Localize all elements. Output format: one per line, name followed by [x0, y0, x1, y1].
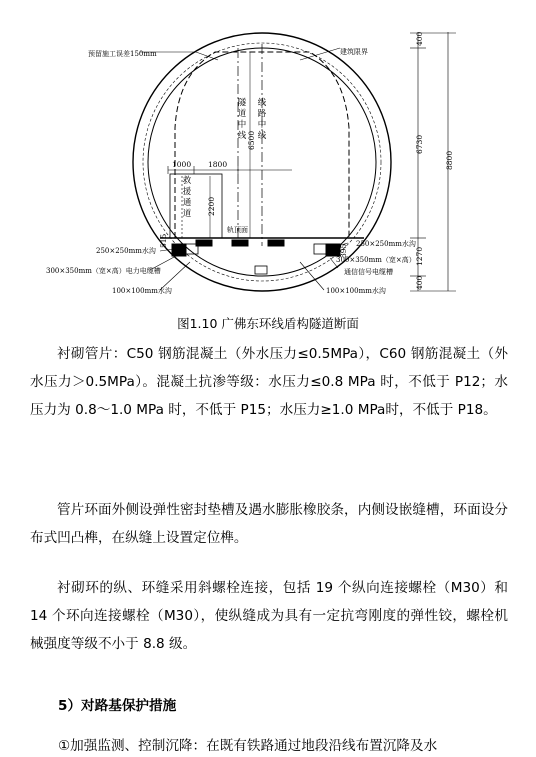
label-drain-right: 250×250mm水沟: [356, 240, 416, 248]
tunnel-cross-section-drawing: [0, 0, 536, 310]
label-cable-right-size: 300×350mm（宽×高）: [336, 256, 416, 264]
label-cable-right-name: 通信信号电缆槽: [344, 268, 393, 276]
dim-6500: 6500: [247, 130, 256, 150]
dim-8800: 8800: [445, 150, 454, 170]
label-line-center: 线路中线: [257, 98, 267, 141]
dim-6730: 6730: [415, 134, 424, 154]
paragraph-bolts: 衬砌环的纵、环缝采用斜螺栓连接，包括 19 个纵向连接螺栓（M30）和 14 个环向连接螺栓（M30），使纵缝成为具有一定抗弯刚度的弹性铰，螺栓机械强度等级不小于 8.8 级。: [30, 580, 508, 652]
label-drain-left: 250×250mm水沟: [96, 247, 156, 255]
figure-caption: 图1.10 广佛东环线盾构隧道断面: [177, 316, 359, 331]
label-reserve: 预留施工误差150mm: [88, 50, 157, 58]
dim-2200: 2200: [207, 196, 216, 216]
left-cable-trough: [172, 244, 186, 256]
bottom-drain: [255, 266, 267, 274]
section-heading: 5）对路基保护措施: [58, 698, 177, 714]
paragraph-lining-segment: 衬砌管片：C50 钢筋混凝土（外水压力≤0.5MPa），C60 钢筋混凝土（外水压力＞0.5MPa）。混凝土抗渗等级：水压力≤0.8 MPa 时，不低于 P12；水压力为 0.8～1.0 MPa 时，不低于 P15；水压力≥1.0 MPa时，不低于 P18。: [30, 346, 508, 418]
dim-400-bottom: 400: [415, 275, 424, 290]
dim-400-top: 400: [415, 31, 424, 46]
right-drain: [314, 244, 326, 254]
dim-515: 515: [159, 233, 168, 248]
label-rescue: 救援通道: [182, 176, 192, 219]
dim-1800: 1800: [208, 160, 228, 169]
label-clearance: 建筑限界: [340, 48, 368, 56]
label-tunnel-center: 隧道中线: [237, 98, 247, 141]
label-drain-bottom-left: 100×100mm水沟: [112, 287, 172, 295]
dim-1270: 1270: [415, 246, 424, 266]
tunnel-cross-section-figure: [0, 0, 536, 310]
paragraph-monitoring: ①加强监测、控制沉降：在既有铁路通过地段沿线布置沉降及水: [58, 738, 438, 754]
paragraph-segment-seal: 管片环面外侧设弹性密封垫槽及遇水膨胀橡胶条，内侧设嵌缝槽，环面设分布式凹凸榫，在纵缝上设置定位榫。: [30, 502, 508, 546]
label-drain-bottom-right: 100×100mm水沟: [326, 287, 386, 295]
label-cable-left: 300×350mm（宽×高）电力电缆槽: [46, 267, 161, 275]
label-rail-top: 轨顶面: [227, 226, 248, 234]
dim-1000: 1000: [172, 160, 192, 169]
dim-395: 395: [339, 243, 348, 258]
